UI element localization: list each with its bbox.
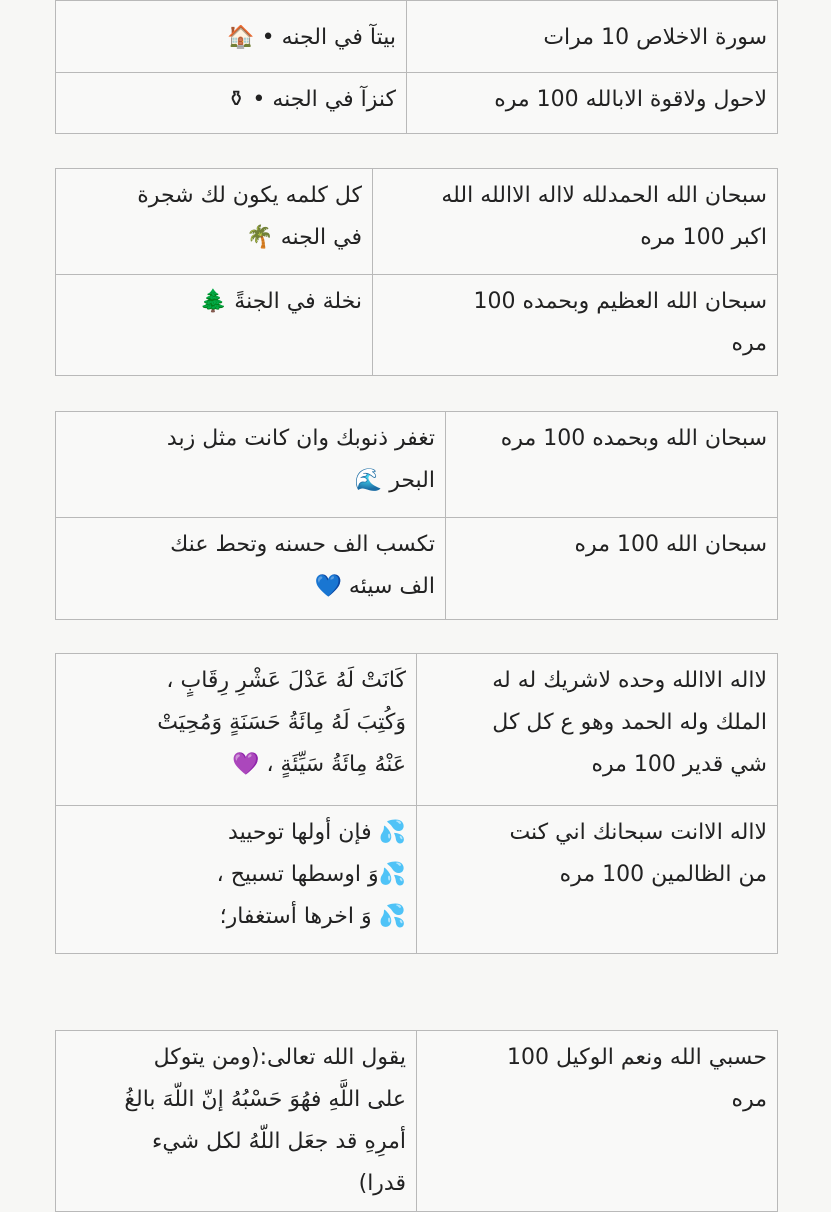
reward-cell [56,412,446,518]
reward-text: البحر 🌊 [354,468,435,493]
reward-text: في الجنه 🌴 [246,225,362,250]
reward-text: كَانَتْ لَهُ عَدْلَ عَشْرِ رِقَابٍ ، [166,668,406,693]
reward-text: نخلة في الجنةً 🌲 [199,289,362,314]
reward-text: بيتآ في الجنه • 🏠 [227,25,396,50]
dhikr-text: سبحان الله الحمدلله لااله الاالله الله [441,183,767,208]
table-row [56,1031,778,1212]
reward-cell [56,806,417,954]
reward-text: يقول الله تعالى:(ومن يتوكل [153,1045,406,1070]
table-row [56,412,778,518]
reward-text: تكسب الف حسنه وتحط عنك [170,532,435,557]
dhikr-table-3 [55,411,778,620]
dhikr-cell [417,1031,778,1212]
dhikr-text: لااله الاانت سبحانك اني كنت [509,820,767,845]
table-row [56,1,778,73]
dhikr-text: الملك وله الحمد وهو ع كل كل [492,710,767,735]
reward-text: وَكُتِبَ لَهُ مِائَةُ حَسَنَةٍ وَمُحِيَتْ [157,710,406,735]
reward-cell [56,1031,417,1212]
reward-text: قدرا) [358,1171,406,1196]
dhikr-text: سورة الاخلاص 10 مرات [543,25,767,50]
dhikr-table-4 [55,653,778,954]
dhikr-cell [446,412,778,518]
dhikr-cell [373,169,778,275]
dhikr-text: اكبر 100 مره [640,225,767,250]
reward-cell [56,275,373,376]
reward-cell [56,1,407,73]
reward-cell [56,518,446,620]
reward-text: 💦وَ اوسطها تسبيح ، [216,862,406,887]
reward-text: كنزآ في الجنه • ⚱ [226,87,396,112]
reward-text: 💦 وَ اخرها أستغفار؛ [219,904,406,929]
reward-text: تغفر ذنوبك وان كانت مثل زبد [166,426,435,451]
reward-text: عَنْهُ مِائَةُ سَيِّئَةٍ ، 💜 [232,752,406,777]
dhikr-cell [446,518,778,620]
dhikr-text: سبحان الله 100 مره [574,532,767,557]
table-row [56,275,778,376]
dhikr-table-2 [55,168,778,376]
reward-text: كل كلمه يكون لك شجرة [137,183,362,208]
reward-text: أمرِهِ قد جعَل اللّهُ لكل شيء [152,1129,406,1154]
dhikr-text: سبحان الله وبحمده 100 مره [500,426,767,451]
dhikr-cell [373,275,778,376]
dhikr-text: مره [731,1087,767,1112]
reward-text: الف سيئه 💙 [314,574,435,599]
dhikr-cell [417,654,778,806]
dhikr-cell [417,806,778,954]
dhikr-cell [407,1,778,73]
dhikr-text: مره [731,331,767,356]
dhikr-cell [407,73,778,134]
reward-text: على اللَّهِ فهُوَ حَسْبُهُ إنّ اللّهَ بالغُ [124,1087,406,1112]
table-row [56,169,778,275]
table-row [56,654,778,806]
table-row [56,806,778,954]
dhikr-text: حسبي الله ونعم الوكيل 100 [506,1045,767,1070]
reward-text: 💦 فإن أولها توحييد [228,820,406,845]
dhikr-table-5 [55,1030,778,1212]
reward-cell [56,169,373,275]
table-row [56,73,778,134]
table-row [56,518,778,620]
dhikr-table-1 [55,0,778,134]
reward-cell [56,654,417,806]
dhikr-text: سبحان الله العظيم وبحمده 100 [473,289,767,314]
dhikr-text: لااله الاالله وحده لاشريك له له [492,668,767,693]
dhikr-text: لاحول ولاقوة الابالله 100 مره [494,87,767,112]
dhikr-text: من الظالمين 100 مره [559,862,767,887]
dhikr-text: شي قدير 100 مره [591,752,767,777]
reward-cell [56,73,407,134]
